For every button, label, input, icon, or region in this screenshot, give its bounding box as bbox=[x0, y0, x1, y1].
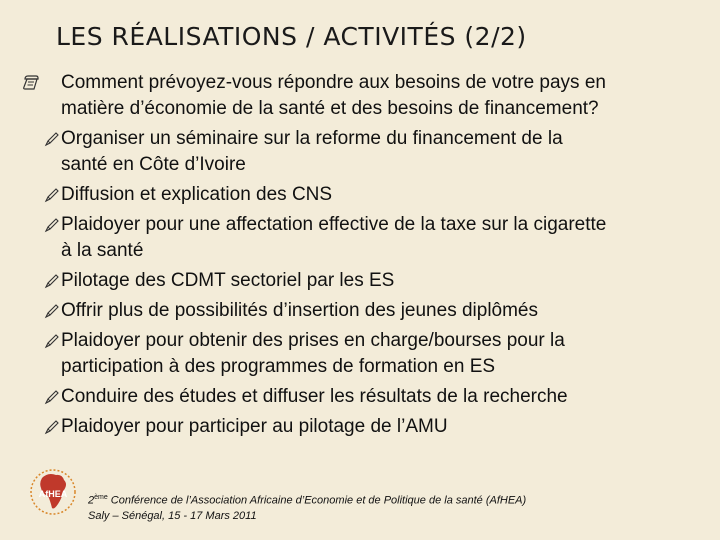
afhea-logo-text: AfHEA bbox=[38, 489, 68, 499]
footer-line2: Saly – Sénégal, 15 - 17 Mars 2011 bbox=[88, 509, 257, 522]
activity-item-line1: Offrir plus de possibilités d’insertion des jeunes diplômés bbox=[61, 300, 539, 321]
scroll-bullet-icon bbox=[22, 74, 40, 92]
activity-item-line1: Plaidoyer pour participer au pilotage de l’AMU bbox=[61, 416, 448, 437]
footer-conference: Conférence de l’Association Africaine d’Economie et de Politique de la santé (AfHEA) bbox=[107, 494, 527, 507]
activity-list bbox=[44, 126, 704, 444]
activity-item bbox=[44, 268, 704, 294]
main-question-line2: matière d’économie de la santé et des besoins de financement? bbox=[61, 98, 599, 119]
footer-line1 bbox=[88, 490, 526, 509]
footer-ordinal: 2 bbox=[88, 494, 95, 507]
activity-item-line2: à la santé bbox=[61, 240, 144, 261]
activity-item bbox=[44, 298, 704, 324]
afhea-logo bbox=[22, 448, 84, 534]
activity-item bbox=[44, 126, 704, 178]
writing-hand-icon bbox=[44, 389, 60, 405]
activity-item bbox=[44, 212, 704, 264]
writing-hand-icon bbox=[44, 303, 60, 319]
writing-hand-icon bbox=[44, 333, 60, 349]
activity-item-line1: Pilotage des CDMT sectoriel par les ES bbox=[61, 270, 395, 291]
writing-hand-icon bbox=[44, 217, 60, 233]
activity-item-line1: Organiser un séminaire sur la reforme du financement de la bbox=[61, 128, 563, 149]
activity-item bbox=[44, 414, 704, 440]
writing-hand-icon bbox=[44, 187, 60, 203]
footer-ordinal-sup: ème bbox=[94, 494, 108, 501]
main-question bbox=[61, 70, 701, 122]
activity-item-line2: santé en Côte d’Ivoire bbox=[61, 154, 246, 175]
writing-hand-icon bbox=[44, 131, 60, 147]
activity-item-line1: Plaidoyer pour une affectation effective de la taxe sur la cigarette bbox=[61, 214, 607, 235]
activity-item-line1: Conduire des études et diffuser les résultats de la recherche bbox=[61, 386, 568, 407]
activity-item bbox=[44, 384, 704, 410]
footer bbox=[88, 490, 526, 524]
writing-hand-icon bbox=[44, 273, 60, 289]
slide-title: LES RÉALISATIONS / ACTIVITÉS (2/2) bbox=[56, 22, 527, 51]
activity-item bbox=[44, 182, 704, 208]
writing-hand-icon bbox=[44, 419, 60, 435]
activity-item bbox=[44, 328, 704, 380]
activity-item-line2: participation à des programmes de formation en ES bbox=[61, 356, 496, 377]
activity-item-line1: Plaidoyer pour obtenir des prises en charge/bourses pour la bbox=[61, 330, 565, 351]
activity-item-line1: Diffusion et explication des CNS bbox=[61, 184, 333, 205]
main-question-line1: Comment prévoyez-vous répondre aux besoins de votre pays en bbox=[61, 72, 606, 93]
